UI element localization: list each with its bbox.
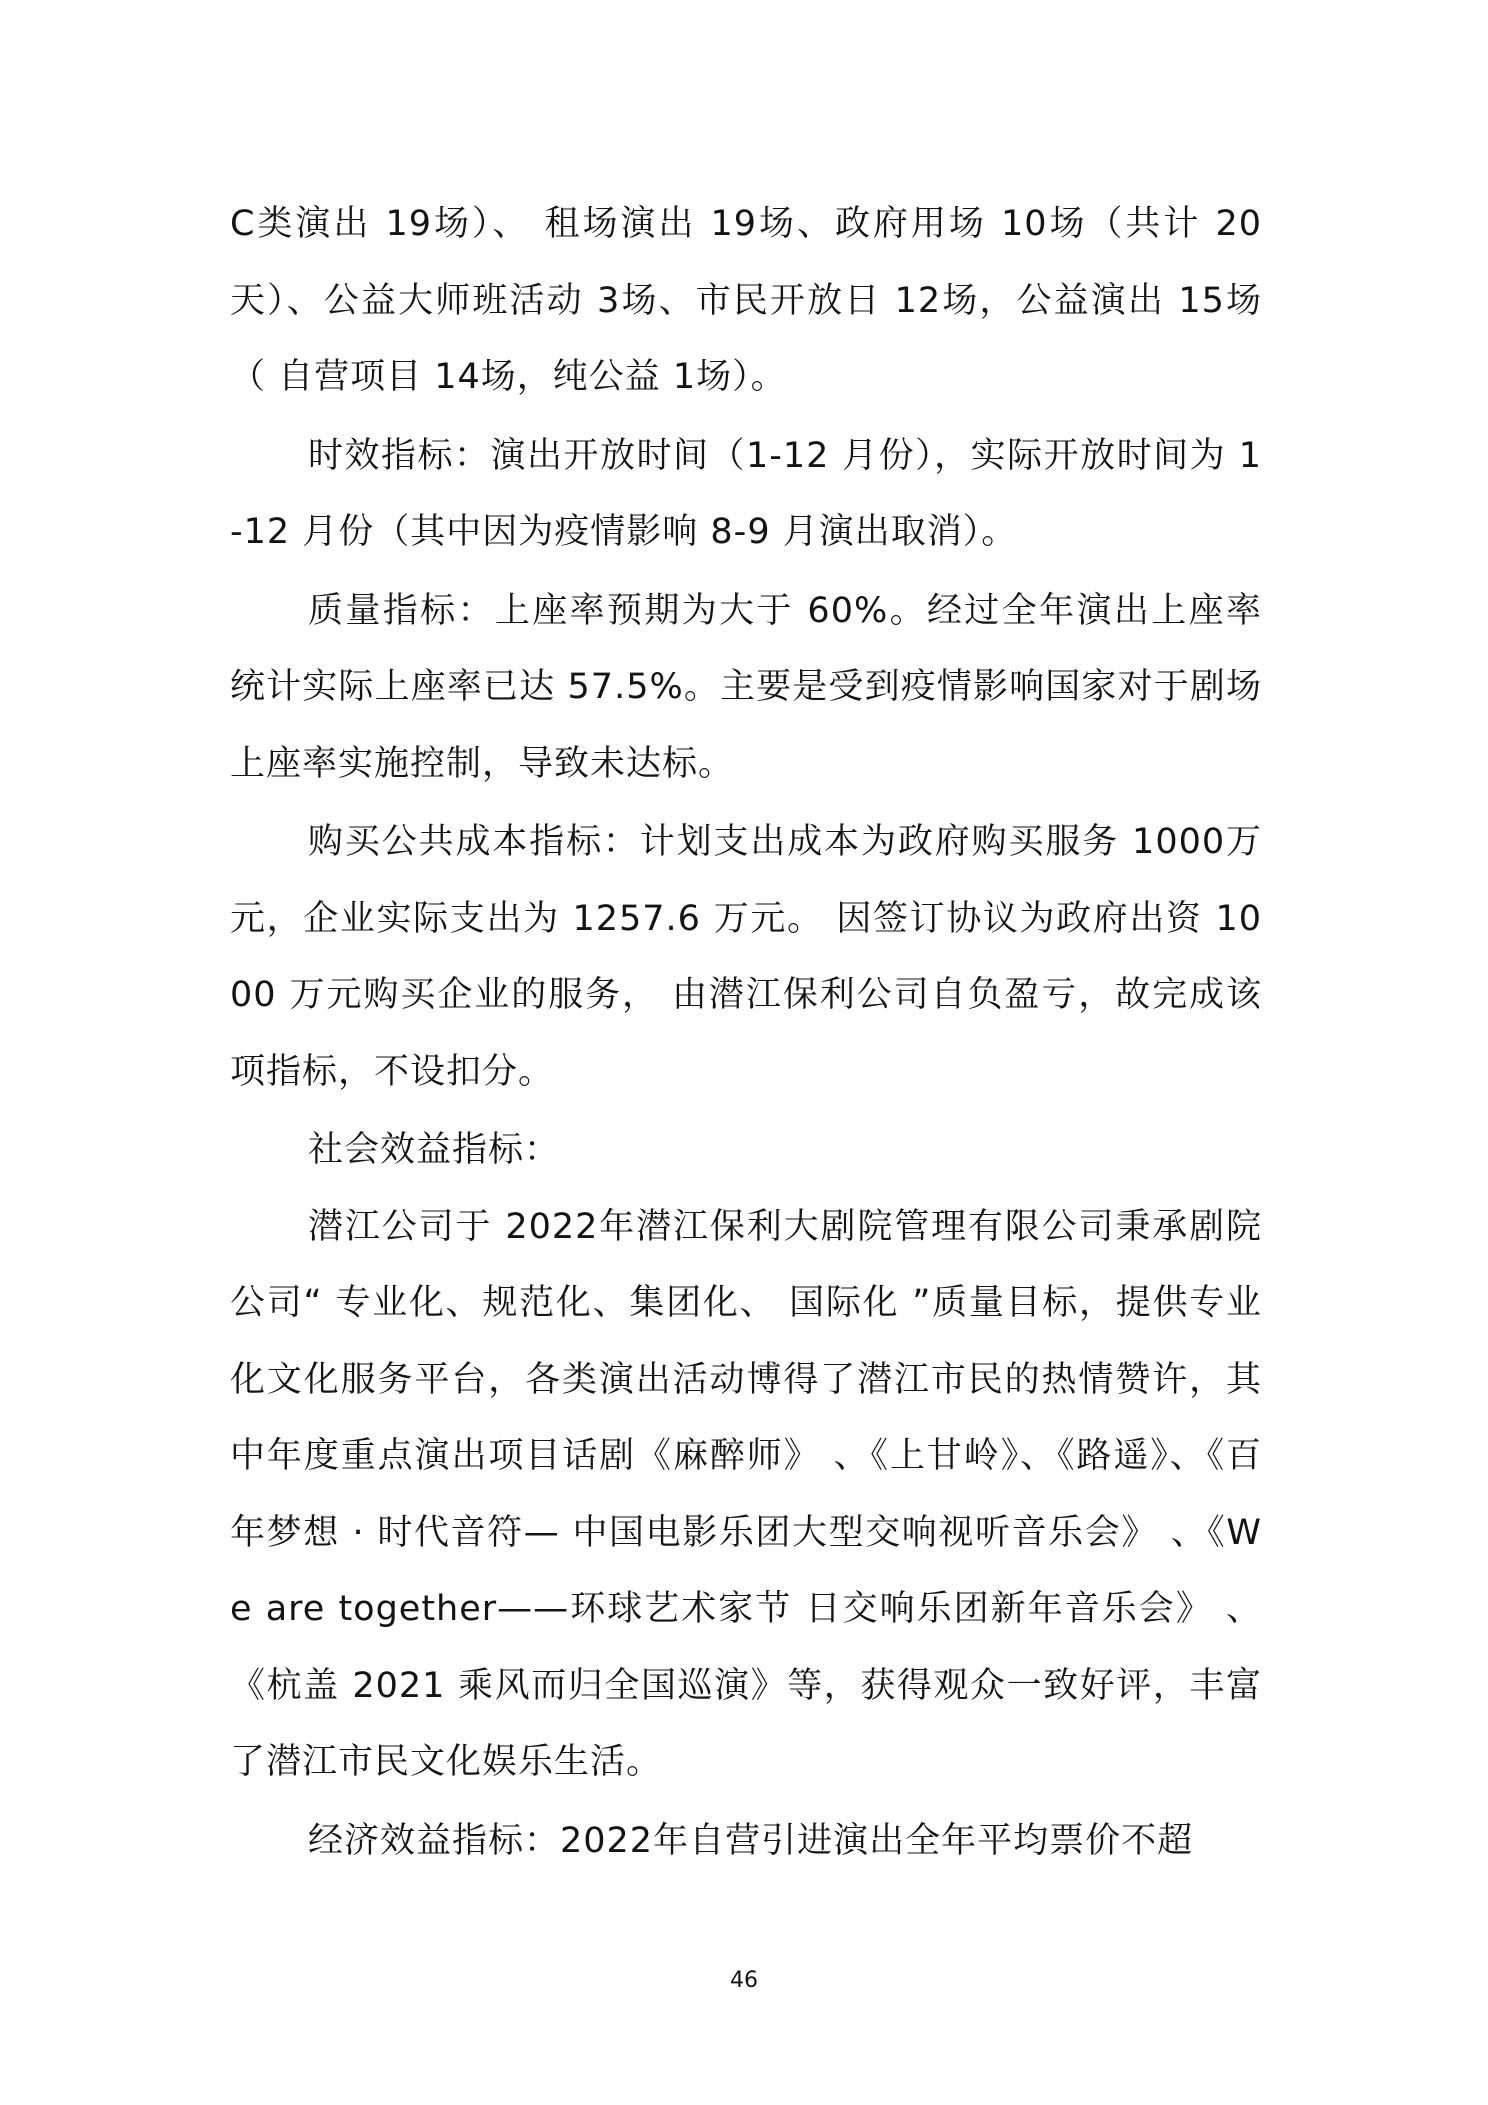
paragraph-social-benefit-body: 潜江公司于 2022年潜江保利大剧院管理有限公司秉承剧院公司“ 专业化、规范化、集团化、 国际化 ”质量目标，提供专业化文化服务平台，各类演出活动博得了潜江市民的热情赞许，其中年度重点演出项目话剧《麻醉师》 、《上甘岭》、《路遥》、《百年梦想 · 时代音符— 中国电影乐团大型交响视听音乐会》 、《We are together——环球艺术家节 日交响乐团新年音乐会》 、《杭盖 2021 乘风而归全国巡演》等，获得观众一致好评，丰富了潜江市民文化娱乐生活。 <box>230 1206 1262 1782</box>
paragraph-quality-indicator: 质量指标：上座率预期为大于 60%。经过全年演出上座率统计实际上座率已达 57.5%。主要是受到疫情影响国家对于剧场上座率实施控制，导致未达标。 <box>230 590 1262 784</box>
paragraph-performance-counts: C类演出 19场）、 租场演出 19场、政府用场 10场（共计 20天）、公益大师班活动 3场、市民开放日 12场，公益演出 15场（ 自营项目 14场，纯公益 1场）。 <box>230 204 1262 397</box>
document-body <box>230 186 1262 1879</box>
paragraph-social-benefit-heading: 社会效益指标： <box>308 1130 561 1170</box>
paragraph-timeliness-indicator: 时效指标：演出开放时间（1-12 月份），实际开放时间为 1-12 月份（其中因为疫情影响 8-9 月演出取消）。 <box>230 435 1262 552</box>
paragraph-economic-benefit: 经济效益指标：2022年自营引进演出全年平均票价不超 <box>308 1820 1194 1861</box>
paragraph-cost-indicator: 购买公共成本指标：计划支出成本为政府购买服务 1000万元，企业实际支出为 1257.6 万元。 因签订协议为政府出资 1000 万元购买企业的服务， 由潜江保利公司自负盈亏，故完成该项指标，不设扣分。 <box>230 822 1262 1092</box>
page-number: 46 <box>730 1968 758 1993</box>
